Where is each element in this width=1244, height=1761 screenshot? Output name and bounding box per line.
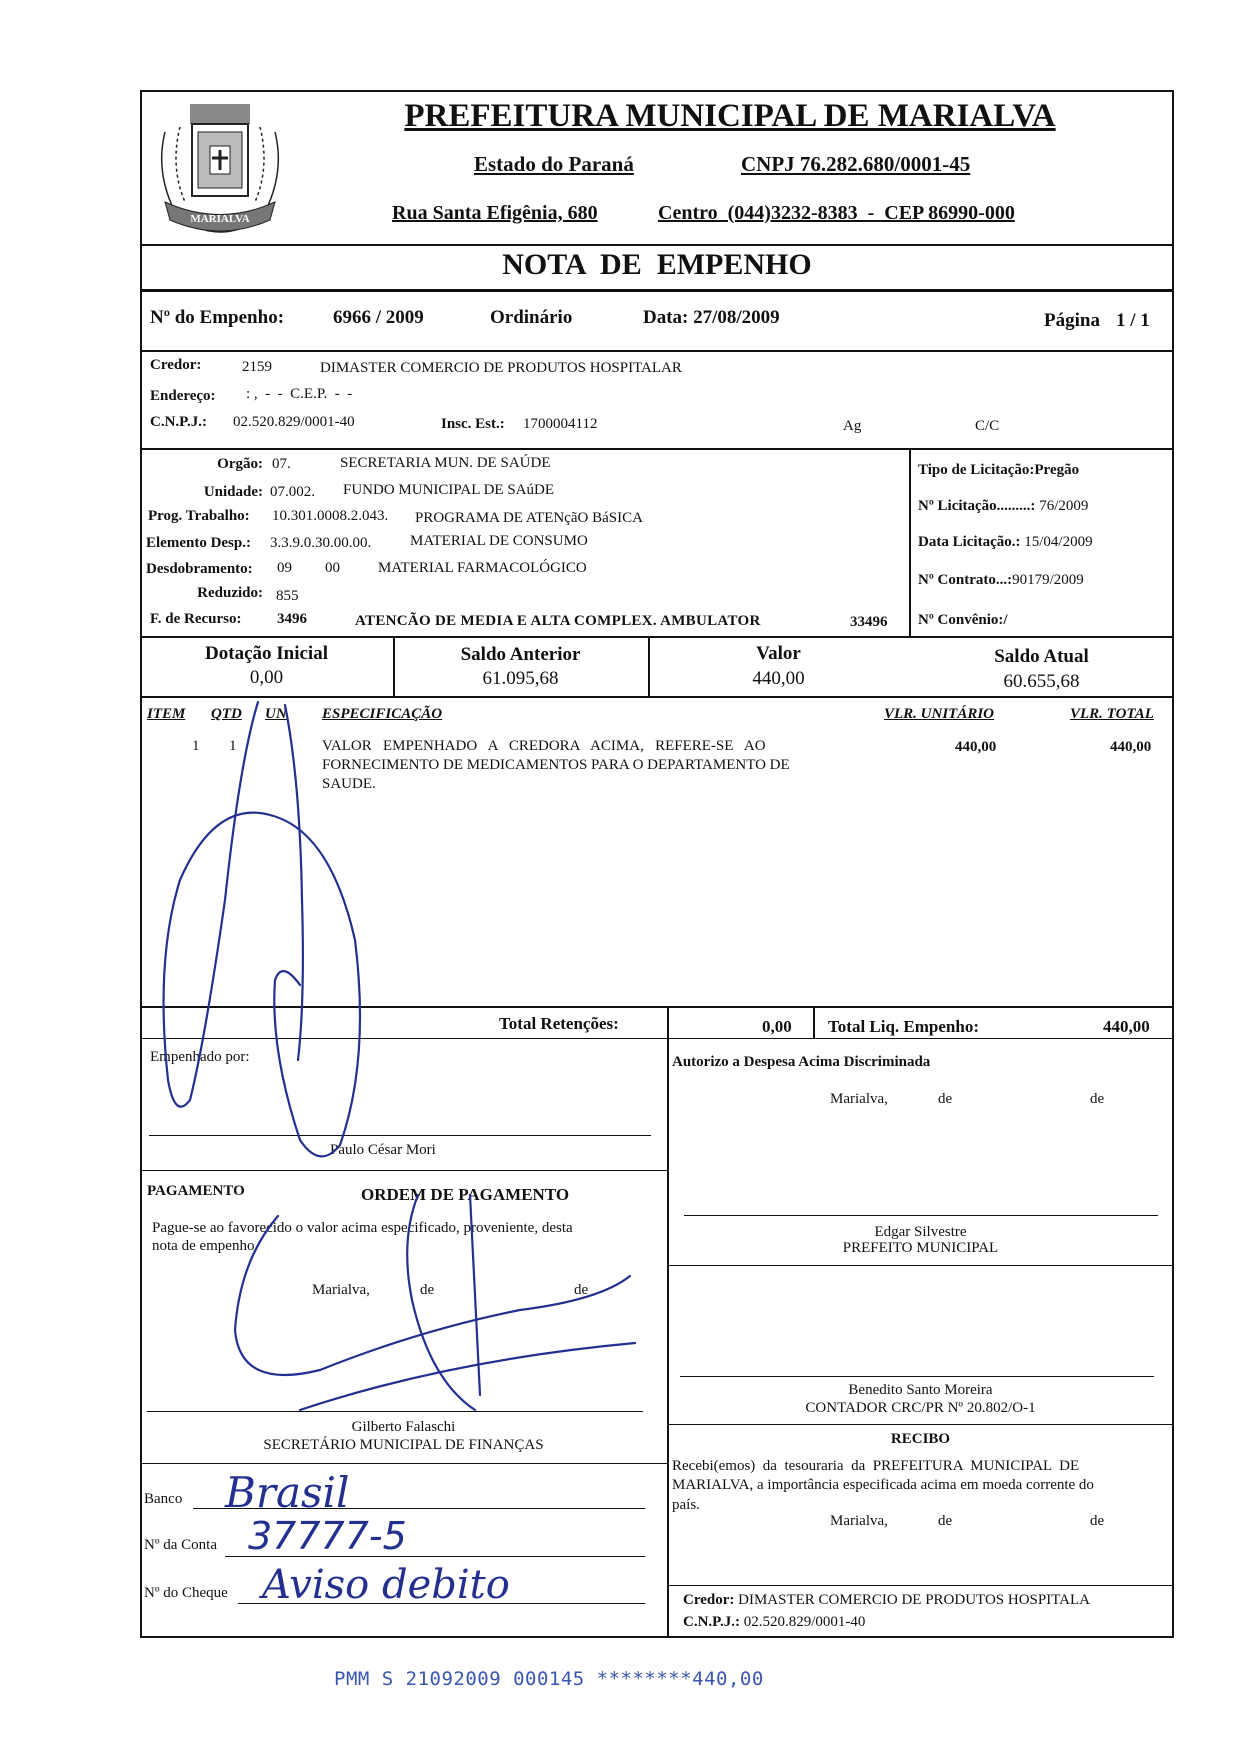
credor-name: DIMASTER COMERCIO DE PRODUTOS HOSPITALAR	[320, 360, 682, 376]
autorizo-label: Autorizo a Despesa Acima Discriminada	[672, 1054, 931, 1070]
orgao-code: 07.	[272, 456, 291, 472]
recibo-credor-label: Credor:	[683, 1592, 735, 1608]
pagamento-text1: Pague-se ao favorecido o valor acima especificado, proveniente, desta	[152, 1220, 573, 1236]
banco-label: Banco	[144, 1491, 183, 1507]
credor-cnpj: 02.520.829/0001-40	[233, 414, 355, 430]
recibo-credor	[683, 1592, 1090, 1609]
endereco-value: : , - - C.E.P. - -	[246, 386, 353, 402]
header-address: Rua Santa Efigênia, 680	[392, 202, 598, 224]
autorizo-de2: de	[1090, 1091, 1105, 1107]
empenho-type: Ordinário	[490, 307, 573, 328]
desd-code2: 00	[325, 560, 340, 576]
licitacao-numero	[918, 498, 1088, 515]
valor-label: Valor	[756, 643, 801, 664]
reduzido-label: Reduzido:	[197, 585, 263, 601]
cheque-value: Aviso debito	[262, 1562, 510, 1608]
recibo-text3: país.	[672, 1497, 700, 1513]
licitacao-numero-value: 76/2009	[1039, 498, 1089, 514]
col-vlr-unitario: VLR. UNITÁRIO	[884, 706, 995, 722]
coat-of-arms	[150, 92, 290, 242]
item-qtd: 1	[229, 738, 237, 754]
header-cnpj: CNPJ 76.282.680/0001-45	[741, 152, 971, 176]
doc-title: NOTA DE EMPENHO	[502, 248, 812, 281]
liquido-label: Total Liq. Empenho:	[828, 1017, 979, 1036]
endereco-label: Endereço:	[150, 388, 216, 404]
desd-code1: 09	[277, 560, 292, 576]
recibo-cnpj-label: C.N.P.J.:	[683, 1614, 740, 1630]
pagamento-label: PAGAMENTO	[147, 1183, 245, 1199]
item-total-value: 440,00	[1110, 739, 1152, 755]
recurso-code: 3496	[277, 611, 307, 627]
licitacao-numero-label: Nº Licitação.........:	[918, 498, 1036, 514]
contador-name: Benedito Santo Moreira	[848, 1382, 993, 1398]
prog-code: 10.301.0008.2.043.	[272, 508, 389, 524]
col-especificacao: ESPECIFICAÇÃO	[322, 706, 443, 722]
desd-label: Desdobramento:	[146, 561, 253, 577]
elem-label: Elemento Desp.:	[146, 535, 251, 551]
licitacao-data	[918, 534, 1093, 551]
ordem-pagamento: ORDEM DE PAGAMENTO	[361, 1185, 570, 1204]
empenho-number: 6966 / 2009	[333, 307, 424, 328]
conta-label: Nº da Conta	[144, 1537, 217, 1553]
anterior-value: 61.095,68	[482, 668, 559, 689]
banco-value: Brasil	[225, 1468, 350, 1517]
prefeito-name: Edgar Silvestre	[874, 1224, 967, 1240]
recibo-city: Marialva,	[830, 1513, 888, 1529]
col-un: UN	[265, 706, 287, 722]
insc-value: 1700004112	[523, 416, 598, 432]
recurso-label: F. de Recurso:	[150, 611, 242, 627]
recibo-cnpj-value: 02.520.829/0001-40	[743, 1614, 866, 1630]
empenho-label: Nº do Empenho:	[150, 307, 285, 328]
valor-value: 440,00	[752, 668, 805, 689]
licitacao-contrato-value: 90179/2009	[1012, 572, 1084, 588]
contador-role: CONTADOR CRC/PR Nº 20.802/O-1	[805, 1400, 1036, 1416]
recibo-de2: de	[1090, 1513, 1105, 1529]
header-title: PREFEITURA MUNICIPAL DE MARIALVA	[404, 98, 1056, 134]
table-row	[140, 738, 1174, 798]
pagamento-de1: de	[420, 1282, 435, 1298]
conta-value: 37777-5	[248, 1514, 407, 1558]
prefeito-role: PREFEITO MUNICIPAL	[842, 1240, 999, 1256]
autorizo-de1: de	[938, 1091, 953, 1107]
licitacao-convenio: Nº Convênio:/	[918, 612, 1008, 628]
col-vlr-total: VLR. TOTAL	[1070, 706, 1154, 722]
pagamento-text2: nota de empenho.	[152, 1238, 259, 1254]
prog-value: PROGRAMA DE ATENçãO BáSICA	[415, 510, 643, 526]
page-number: 1 / 1	[1116, 310, 1150, 331]
item-desc-line3: SAUDE.	[322, 776, 376, 792]
coat-of-arms-icon	[150, 92, 290, 242]
elem-code: 3.3.9.0.30.00.00.	[270, 535, 372, 551]
recibo-text1: Recebi(emos) da tesouraria da PREFEITURA MUNICIPAL DE	[672, 1458, 1080, 1474]
desd-value: MATERIAL FARMACOLÓGICO	[378, 560, 587, 576]
licitacao-data-label: Data Licitação.:	[918, 534, 1021, 550]
atual-label: Saldo Atual	[994, 646, 1089, 667]
recibo-cnpj	[683, 1614, 865, 1631]
ag-label: Ag	[843, 418, 862, 434]
pagamento-de2: de	[574, 1282, 589, 1298]
svg-text:MARIALVA: MARIALVA	[190, 213, 250, 225]
orgao-label: Orgão:	[217, 456, 263, 472]
unidade-value: FUNDO MUNICIPAL DE SAúDE	[343, 482, 554, 498]
item-desc-line2: FORNECIMENTO DE MEDICAMENTOS PARA O DEPARTAMENTO DE	[322, 757, 790, 773]
credor-code: 2159	[242, 359, 272, 375]
recurso-value: ATENCÃO DE MEDIA E ALTA COMPLEX. AMBULATOR	[355, 613, 761, 629]
credor-label: Credor:	[150, 357, 202, 373]
licitacao-contrato	[918, 572, 1084, 589]
credor-cnpj-label: C.N.P.J.:	[150, 414, 207, 430]
item-desc-line1: VALOR EMPENHADO A CREDORA ACIMA, REFERE-SE AO	[322, 738, 766, 754]
page-label: Página	[1044, 310, 1100, 331]
prog-label: Prog. Trabalho:	[148, 508, 250, 524]
header-address2: Centro (044)3232-8383 - CEP 86990-000	[658, 202, 1015, 224]
retencoes-value: 0,00	[762, 1017, 792, 1036]
item-unit-value: 440,00	[955, 739, 997, 755]
payment-stamp: PMM S 21092009 000145 ********440,00	[334, 1668, 764, 1690]
item-number: 1	[192, 738, 200, 754]
unidade-code: 07.002.	[270, 484, 315, 500]
cheque-label: Nº do Cheque	[144, 1585, 228, 1601]
secretario-role: SECRETÁRIO MUNICIPAL DE FINANÇAS	[263, 1437, 544, 1453]
empenhado-label: Empenhado por:	[150, 1049, 250, 1065]
dotacao-value: 0,00	[249, 667, 284, 688]
licitacao-data-value: 15/04/2009	[1024, 534, 1093, 550]
insc-label: Insc. Est.:	[441, 416, 505, 432]
recibo-text2: MARIALVA, a importância especificada acima em moeda corrente do	[672, 1477, 1094, 1493]
liquido-value: 440,00	[1103, 1017, 1150, 1036]
empenhado-name: Paulo César Mori	[330, 1142, 436, 1158]
header-state: Estado do Paraná	[474, 152, 634, 176]
licitacao-contrato-label: Nº Contrato...:	[918, 572, 1013, 588]
recibo-credor-value: DIMASTER COMERCIO DE PRODUTOS HOSPITALA	[738, 1592, 1091, 1608]
col-qtd: QTD	[211, 706, 242, 722]
atual-value: 60.655,68	[1003, 671, 1080, 692]
dotacao-label: Dotação Inicial	[205, 643, 328, 664]
secretario-name: Gilberto Falaschi	[351, 1419, 456, 1435]
pagamento-city: Marialva,	[312, 1282, 370, 1298]
recurso-num: 33496	[850, 614, 888, 630]
recibo-de1: de	[938, 1513, 953, 1529]
empenho-date: Data: 27/08/2009	[643, 307, 780, 328]
reduzido-value: 855	[276, 588, 299, 604]
orgao-value: SECRETARIA MUN. DE SAÚDE	[340, 455, 551, 471]
col-item: ITEM	[147, 706, 186, 722]
retencoes-label: Total Retenções:	[499, 1014, 619, 1033]
elem-value: MATERIAL DE CONSUMO	[410, 533, 588, 549]
licitacao-tipo: Tipo de Licitação:Pregão	[918, 462, 1080, 478]
cc-label: C/C	[975, 418, 1000, 434]
recibo-title: RECIBO	[890, 1431, 951, 1447]
unidade-label: Unidade:	[203, 484, 263, 500]
autorizo-city: Marialva,	[830, 1091, 888, 1107]
anterior-label: Saldo Anterior	[460, 644, 581, 665]
